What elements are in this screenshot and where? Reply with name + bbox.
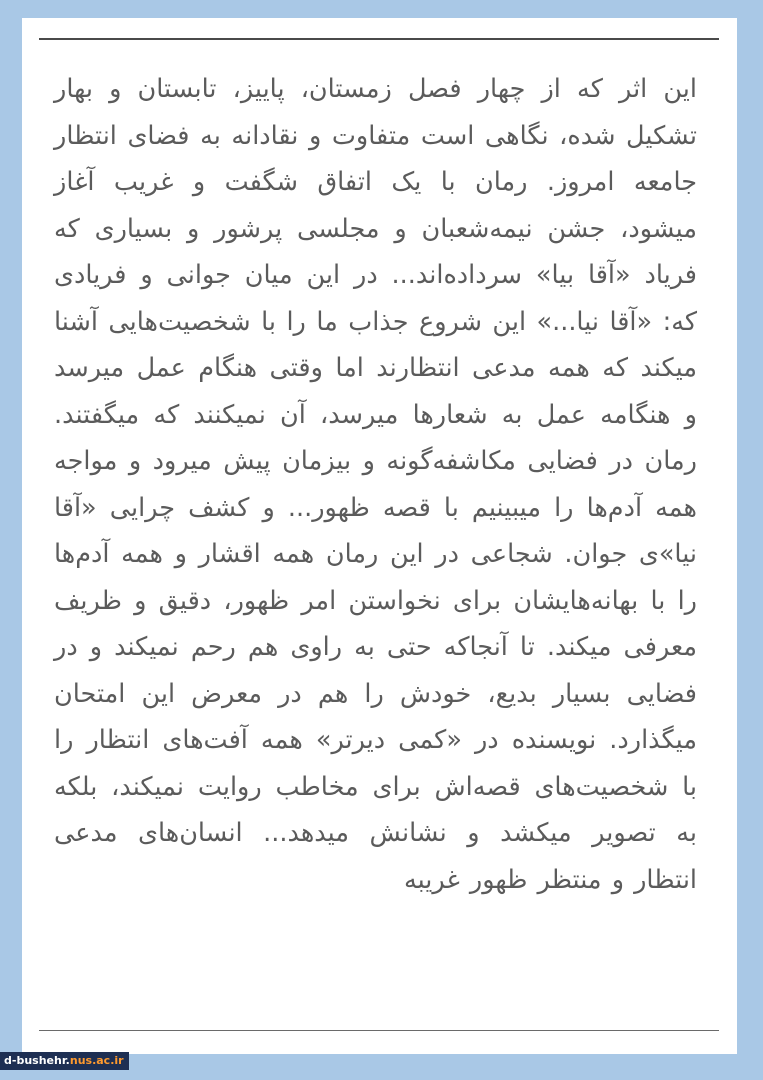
watermark-domain: d-bushehr. — [4, 1054, 70, 1067]
site-watermark — [0, 1052, 129, 1070]
body-paragraph: این اثر که از چهار فصل زمستان، پاییز، تابستان و بهار تشکیل شده، نگاهی است متفاوت و نقادانه به فضای انتظار جامعه امروز. رمان با یک اتفاق شگفت و غریب آغاز میشود، جشن نیمه‌شعبان و مجلسی پرشور و بسیاری که فریاد «آقا بیا» سرداده‌اند... در این میان جوانی و فریادی که: «آقا نیا...» این شروع جذاب ما را با شخصیت‌هایی آشنا میکند که همه مدعی انتظارند اما وقتی هنگام عمل میرسد و هنگامه عمل به شعارها میرسد، آن نمیکنند که میگفتند. رمان در فضایی مکاشفه‌گونه و بیزمان پیش میرود و مواجه همه آدم‌ها را میبینیم با قصه ظهور... و کشف چرایی «آقا نیا»ی جوان. شجاعی در این رمان همه اقشار و همه آدم‌ها را با بهانه‌هایشان برای نخواستن امر ظهور، دقیق و ظریف معرفی میکند. تا آنجاکه حتی به راوی هم رحم نمیکند و در فضایی بسیار بدیع، خودش را هم در معرض این امتحان میگذارد. نویسنده در «کمی دیرتر» همه آفت‌های انتظار را با شخصیت‌های قصه‌اش برای مخاطب روایت نمیکند، بلکه به تصویر میکشد و نشانش میدهد... انسان‌های مدعی انتظار و منتظر ظهور غریبه — [54, 74, 697, 895]
document-page — [22, 18, 737, 1054]
bottom-divider — [39, 1030, 719, 1031]
watermark-domain-accent: nus.ac.ir — [69, 1054, 124, 1067]
top-divider — [39, 38, 719, 40]
